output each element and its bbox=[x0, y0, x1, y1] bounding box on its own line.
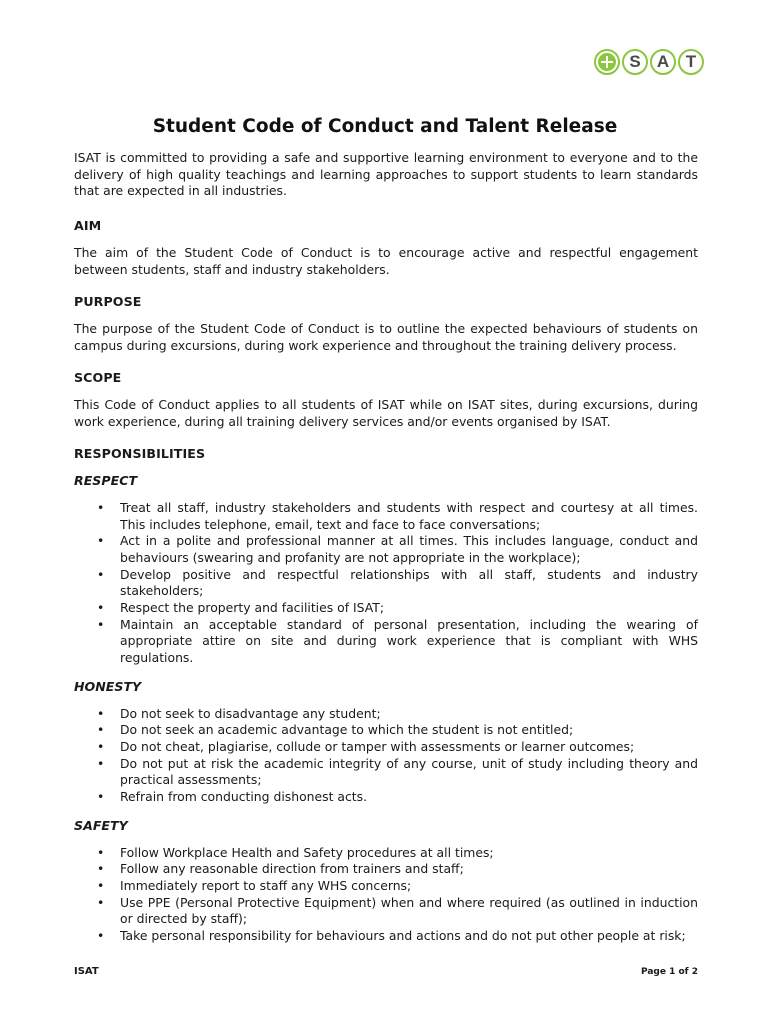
respect-heading: RESPECT bbox=[74, 473, 138, 489]
bullet-icon: • bbox=[97, 928, 105, 944]
logo-letter-t: T bbox=[678, 49, 704, 75]
intro-paragraph: ISAT is committed to providing a safe and supportive learning environment to everyone and to the delivery of high quality teachings and learning approaches to support students to learn standards that are expected in all industries. bbox=[74, 150, 698, 199]
list-item: • Do not seek an academic advantage to which the student is not entitled; bbox=[97, 722, 574, 738]
scope-paragraph: This Code of Conduct applies to all students of ISAT while on ISAT sites, during excursions, during work experience, during all training delivery services and/or events organised by ISAT. bbox=[74, 397, 698, 429]
list-item: • Refrain from conducting dishonest acts. bbox=[97, 789, 368, 805]
list-item: • Do not seek to disadvantage any student; bbox=[97, 705, 381, 721]
bullet-icon: • bbox=[97, 722, 105, 738]
bullet-icon: • bbox=[97, 877, 105, 893]
list-item: • Follow Workplace Health and Safety procedures at all times; bbox=[97, 844, 494, 860]
bullet-icon: • bbox=[97, 894, 105, 910]
honesty-list bbox=[74, 706, 698, 806]
respect-list bbox=[74, 500, 698, 667]
bullet-icon: • bbox=[97, 566, 105, 582]
list-item: • Develop positive and respectful relationships with all staff, students and industry stakeholders; bbox=[97, 566, 698, 599]
safety-list bbox=[74, 845, 698, 945]
isat-logo bbox=[594, 49, 706, 75]
bullet-icon: • bbox=[97, 705, 105, 721]
purpose-heading: PURPOSE bbox=[74, 294, 142, 310]
list-item: • Take personal responsibility for behaviours and actions and do not put other people at risk; bbox=[97, 928, 686, 944]
bullet-icon: • bbox=[97, 738, 105, 754]
purpose-paragraph: The purpose of the Student Code of Conduct is to outline the expected behaviours of students on campus during excursions, during work experience and throughout the training delivery process. bbox=[74, 320, 698, 353]
bullet-icon: • bbox=[97, 789, 105, 805]
aim-heading: AIM bbox=[74, 218, 102, 234]
plus-circle-icon bbox=[594, 49, 620, 75]
bullet-icon: • bbox=[97, 533, 105, 549]
aim-paragraph: The aim of the Student Code of Conduct is to encourage active and respectful engagement between students, staff and industry stakeholders. bbox=[74, 244, 698, 277]
list-item: • Do not put at risk the academic integrity of any course, unit of study including theory and practical assessments; bbox=[97, 755, 698, 788]
logo-letter-a: A bbox=[650, 49, 676, 75]
list-item: • Act in a polite and professional manner at all times. This includes language, conduct and behaviours (swearing and profanity are not appropriate in the workplace); bbox=[97, 533, 698, 565]
bullet-icon: • bbox=[97, 844, 105, 860]
bullet-icon: • bbox=[97, 861, 105, 877]
document-title: Student Code of Conduct and Talent Release bbox=[152, 116, 618, 137]
document-body bbox=[74, 150, 698, 945]
bullet-icon: • bbox=[97, 499, 105, 515]
list-item: • Respect the property and facilities of ISAT; bbox=[97, 600, 385, 616]
list-item: • Use PPE (Personal Protective Equipment) when and where required (as outlined in induction or directed by staff); bbox=[97, 894, 698, 927]
list-item: • Follow any reasonable direction from trainers and staff; bbox=[97, 861, 464, 877]
footer-org: ISAT bbox=[74, 966, 99, 977]
responsibilities-heading: RESPONSIBILITIES bbox=[74, 446, 206, 462]
safety-heading: SAFETY bbox=[74, 817, 128, 833]
bullet-icon: • bbox=[97, 616, 105, 632]
list-item: • Treat all staff, industry stakeholders and students with respect and courtesy at all times. This includes telephone, email, text and face to face conversations; bbox=[97, 499, 698, 532]
bullet-icon: • bbox=[97, 600, 105, 616]
list-item: • Do not cheat, plagiarise, collude or tamper with assessments or learner outcomes; bbox=[97, 738, 635, 754]
list-item: • Maintain an acceptable standard of personal presentation, including the wearing of appropriate attire on site and during work experience that is compliant with WHS regulations. bbox=[97, 616, 698, 666]
scope-heading: SCOPE bbox=[74, 370, 122, 386]
logo-letter-s: S bbox=[622, 49, 648, 75]
list-item: • Immediately report to staff any WHS concerns; bbox=[97, 877, 412, 893]
bullet-icon: • bbox=[97, 755, 105, 771]
honesty-heading: HONESTY bbox=[74, 678, 142, 694]
page-number: Page 1 of 2 bbox=[641, 967, 698, 977]
